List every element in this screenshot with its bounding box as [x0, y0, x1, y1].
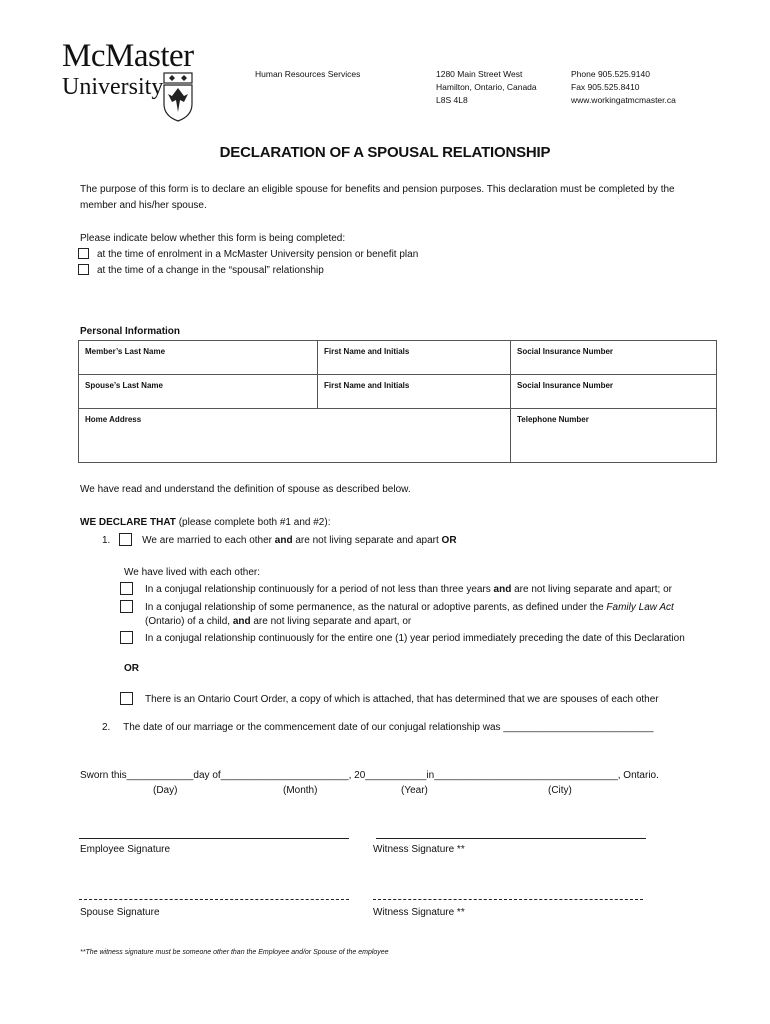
employee-signature-label: Employee Signature [80, 844, 171, 855]
parents-checkbox[interactable] [120, 600, 133, 613]
lived-together-label: We have lived with each other: [124, 567, 261, 578]
member-first-name-field[interactable]: First Name and Initials [318, 341, 511, 375]
conjugal-three-years: In a conjugal relationship continuously for a period of not less than three years and are not living separate and apart; or [120, 582, 672, 598]
member-sin-field[interactable]: Social Insurance Number [511, 341, 717, 375]
sworn-line[interactable]: Sworn this____________day of_______________________, 20___________in_________________________________, Ontario. [80, 770, 659, 781]
telephone-field[interactable]: Telephone Number [511, 409, 717, 463]
crest-icon [163, 72, 193, 122]
logo-university: University [62, 74, 164, 100]
document-title: DECLARATION OF A SPOUSAL RELATIONSHIP [219, 144, 551, 161]
spouse-sin-field[interactable]: Social Insurance Number [511, 375, 717, 409]
one-year-checkbox[interactable] [120, 631, 133, 644]
court-order: There is an Ontario Court Order, a copy of which is attached, that has determined that we are spouses of each other [120, 692, 659, 708]
conjugal-parents: In a conjugal relationship of some permanence, as the natural or adoptive parents, as defined under the Family Law Act [120, 600, 674, 616]
option-change: at the time of a change in the “spousal” relationship [78, 263, 324, 279]
personal-info-table [78, 340, 717, 463]
day-label: (Day) [153, 785, 178, 796]
or-separator: OR [124, 663, 139, 674]
home-address-field[interactable]: Home Address [79, 409, 511, 463]
declare-item-1: 1. We are married to each other and are not living separate and apart OR [102, 535, 457, 546]
month-label: (Month) [283, 785, 318, 796]
witness-footnote: **The witness signature must be someone other than the Employee and/or Spouse of the employee [80, 949, 389, 956]
personal-info-heading: Personal Information [80, 326, 181, 337]
contact-info: Phone 905.525.9140 Fax 905.525.8410 www.workingatmcmaster.ca [571, 69, 676, 105]
spouse-signature-line[interactable] [79, 899, 349, 900]
employee-signature-line[interactable] [79, 838, 349, 839]
city-label: (City) [548, 785, 572, 796]
declare-item-2: 2. The date of our marriage or the commencement date of our conjugal relationship was ___________________________ [102, 722, 654, 733]
court-order-checkbox[interactable] [120, 692, 133, 705]
year-label: (Year) [401, 785, 428, 796]
read-statement: We have read and understand the definition of spouse as described below. [80, 484, 411, 495]
mailing-address: 1280 Main Street West Hamilton, Ontario, Canada L8S 4L8 [436, 69, 537, 105]
witness-signature-line-1[interactable] [376, 838, 646, 839]
conjugal-parents-cont: (Ontario) of a child, and are not living separate and apart, or [145, 616, 412, 627]
option-enrolment: at the time of enrolment in a McMaster University pension or benefit plan [78, 247, 418, 263]
commencement-date-field[interactable]: The date of our marriage or the commencement date of our conjugal relationship was ___________________________ [123, 722, 654, 733]
declare-lead: WE DECLARE THAT (please complete both #1 and #2): [80, 517, 331, 528]
spouse-first-name-field[interactable]: First Name and Initials [318, 375, 511, 409]
witness-signature-label-2: Witness Signature ** [373, 907, 465, 918]
witness-signature-label-1: Witness Signature ** [373, 844, 465, 855]
married-checkbox[interactable] [119, 533, 132, 546]
logo-mcmaster: McMaster [62, 38, 194, 74]
spouse-last-name-field[interactable]: Spouse’s Last Name [79, 375, 318, 409]
enrolment-checkbox[interactable] [78, 248, 89, 259]
indicate-prompt: Please indicate below whether this form is being completed: [80, 233, 346, 244]
department-name: Human Resources Services [255, 69, 361, 79]
spouse-signature-label: Spouse Signature [80, 907, 160, 918]
three-years-checkbox[interactable] [120, 582, 133, 595]
conjugal-one-year: In a conjugal relationship continuously for the entire one (1) year period immediately preceding the date of this Declaration [120, 631, 685, 647]
purpose-paragraph: The purpose of this form is to declare an eligible spouse for benefits and pension purposes. This declaration must be completed by the member and his/her spouse. [80, 184, 675, 211]
witness-signature-line-2[interactable] [373, 899, 643, 900]
member-last-name-field[interactable]: Member’s Last Name [79, 341, 318, 375]
change-checkbox[interactable] [78, 264, 89, 275]
